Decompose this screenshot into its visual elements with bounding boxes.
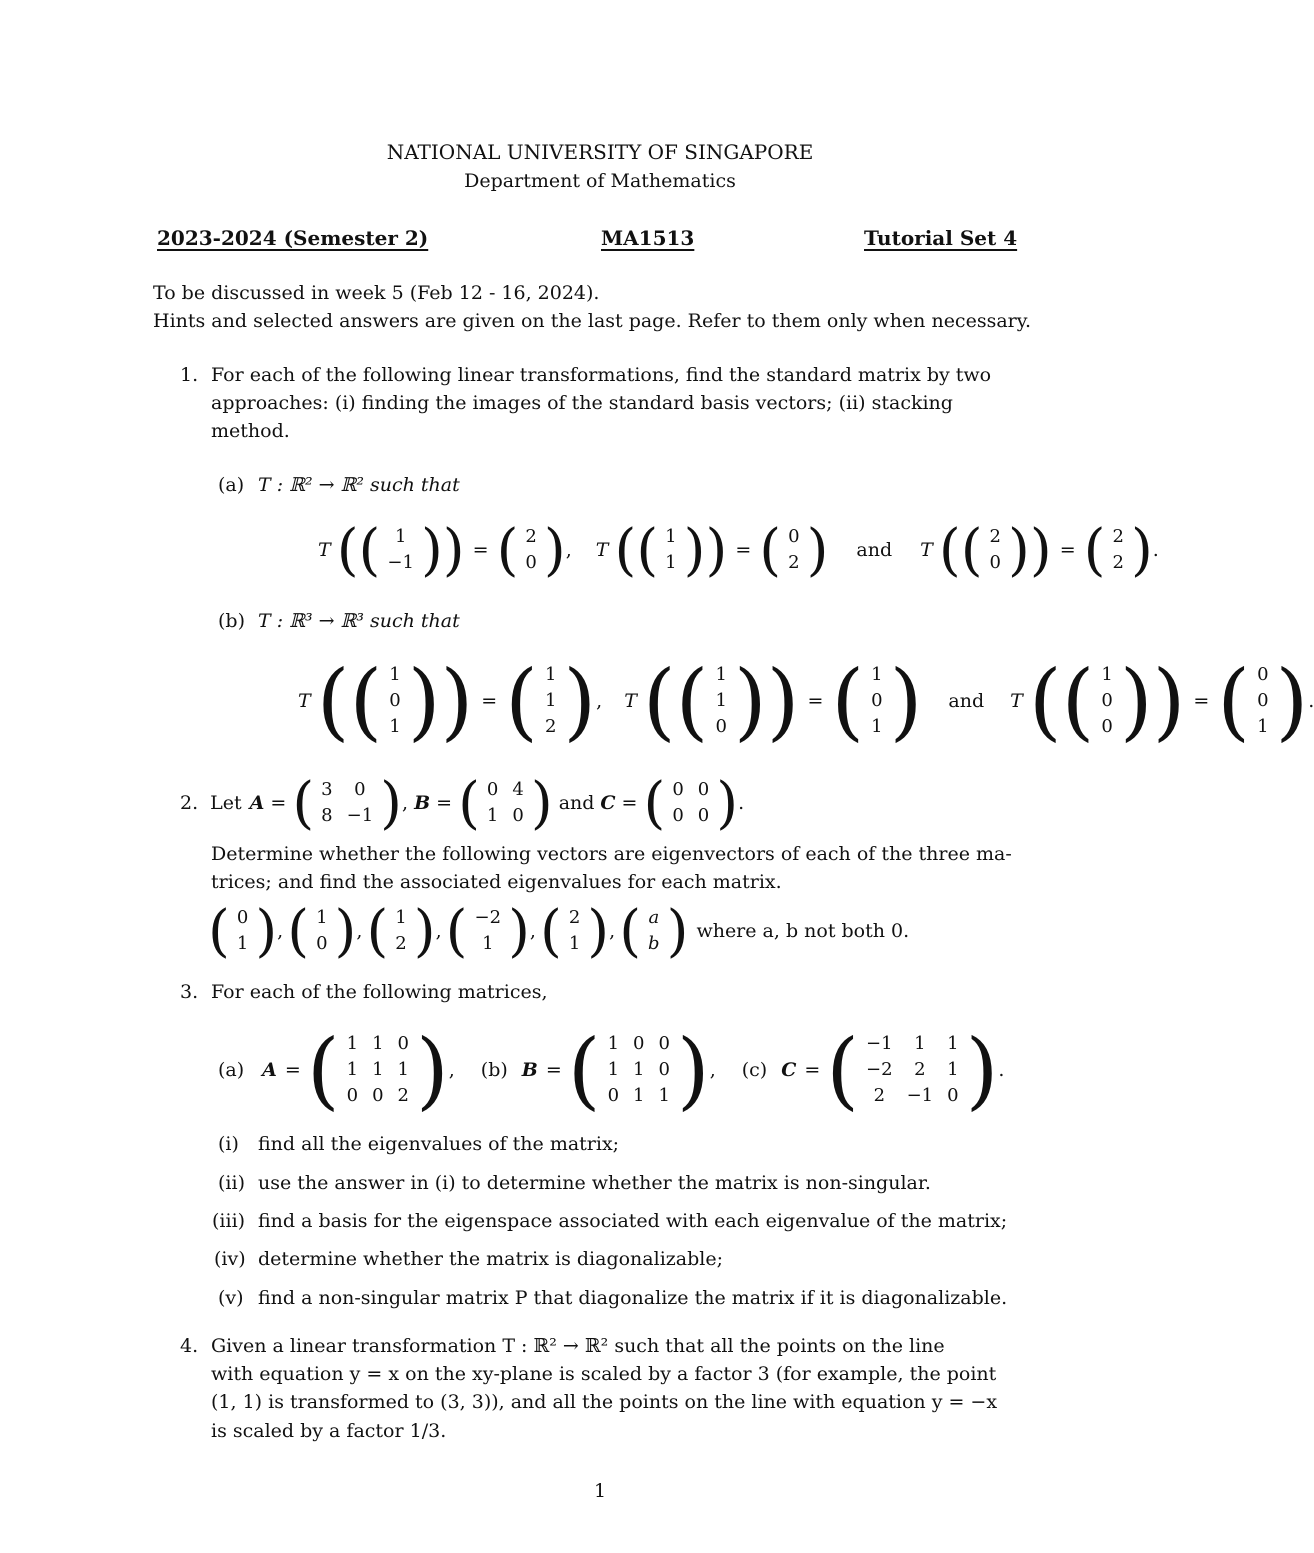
question-3-item-2-label: (ii)	[218, 1172, 245, 1194]
question-1-text-line1: For each of the following linear transformations, find the standard matrix by two	[211, 364, 992, 386]
question-3-number: 3.	[180, 981, 199, 1003]
question-3-matrices: (a) A = ( 1 1 0 1 1 1 0 0 2 ) , (b) B = ( 1 0 0 1 1 0 0 1 1 ) , (c) C = ( −1 1 1 −2 2 1 2 −1 0 ) .	[218, 1021, 1005, 1119]
question-3-item-2-text: use the answer in (i) to determine whether the matrix is non-singular.	[258, 1172, 931, 1194]
question-4-line4: is scaled by a factor 1/3.	[211, 1420, 447, 1442]
question-3-item-1-text: find all the eigenvalues of the matrix;	[258, 1133, 620, 1155]
question-3-item-5-text: find a non-singular matrix P that diagonalize the matrix if it is diagonalizable.	[258, 1287, 1008, 1309]
question-1a-label: (a)	[218, 474, 245, 496]
question-1-text-line3: method.	[211, 420, 290, 442]
question-3-item-5-label: (v)	[218, 1287, 244, 1309]
question-1b-text: T : ℝ³ → ℝ³ such that	[258, 610, 460, 632]
question-4-line3: (1, 1) is transformed to (3, 3)), and all the points on the line with equation y = −x	[211, 1391, 998, 1413]
question-1a-text: T : ℝ² → ℝ² such that	[258, 474, 460, 496]
question-4-number: 4.	[180, 1335, 199, 1357]
question-2-vectors: ( 0 1 ) , ( 1 0 ) , ( 1 2 ) , ( −2 1 ) , ( 2 1 ) , ( a b ) where a, b not both 0.	[208, 898, 910, 964]
let-word: Let	[210, 792, 242, 814]
department-name: Department of Mathematics	[464, 170, 736, 192]
question-3-item-1-label: (i)	[218, 1133, 239, 1155]
discussion-note: To be discussed in week 5 (Feb 12 - 16, 2024).	[153, 282, 600, 304]
tutorial-set: Tutorial Set 4	[864, 226, 1018, 250]
question-2-matrices: 2. Let A = ( 3 0 8 −1 ) , B = ( 0 4 1 0 ) and C = ( 0 0 0 0 ) .	[180, 770, 745, 836]
question-3a-label: (a)	[218, 1059, 245, 1081]
question-1b-equation: T (( 1 0 1 )) = ( 1 1 2 ) , T (( 1 1 0 )) = ( 1 0 1 ) and T (( 1 0 0 )) = ( 0 0 1 ) .	[298, 652, 1314, 750]
question-1b-label: (b)	[218, 610, 245, 632]
question-3b-label: (b)	[480, 1059, 508, 1081]
vectors-condition: where a, b not both 0.	[696, 920, 910, 942]
and-word: and	[948, 690, 985, 712]
question-3c-label: (c)	[741, 1059, 768, 1081]
hints-note: Hints and selected answers are given on the last page. Refer to them only when necessary.	[153, 310, 1031, 332]
course-code: MA1513	[601, 226, 695, 250]
question-4-line2: with equation y = x on the xy-plane is scaled by a factor 3 (for example, the point	[211, 1363, 997, 1385]
question-2-text-line1: Determine whether the following vectors are eigenvectors of each of the three ma-	[211, 843, 1012, 865]
question-3-item-3-label: (iii)	[212, 1210, 246, 1232]
question-1a-equation: T (( 1 −1 )) = ( 2 0 ) , T (( 1 1 )) = ( 0 2 ) and T (( 2 0 )) = ( 2 2 ) .	[318, 517, 1159, 583]
page-number: 1	[593, 1480, 607, 1502]
question-2-text-line2: trices; and find the associated eigenvalues for each matrix.	[211, 871, 782, 893]
and-word: and	[558, 792, 595, 814]
question-1-number: 1.	[180, 364, 199, 386]
question-2-number: 2.	[180, 792, 199, 814]
question-3-item-3-text: find a basis for the eigenspace associated with each eigenvalue of the matrix;	[258, 1210, 1008, 1232]
and-word: and	[856, 539, 893, 561]
question-4-line1: Given a linear transformation T : ℝ² → ℝ² such that all the points on the line	[211, 1335, 945, 1357]
question-3-item-4-text: determine whether the matrix is diagonalizable;	[258, 1248, 723, 1270]
university-name: NATIONAL UNIVERSITY OF SINGAPORE	[386, 140, 814, 164]
question-3-text: For each of the following matrices,	[211, 981, 548, 1003]
semester-label: 2023-2024 (Semester 2)	[157, 226, 429, 250]
question-1-text-line2: approaches: (i) finding the images of the standard basis vectors; (ii) stacking	[211, 392, 953, 414]
question-3-item-4-label: (iv)	[214, 1248, 246, 1270]
